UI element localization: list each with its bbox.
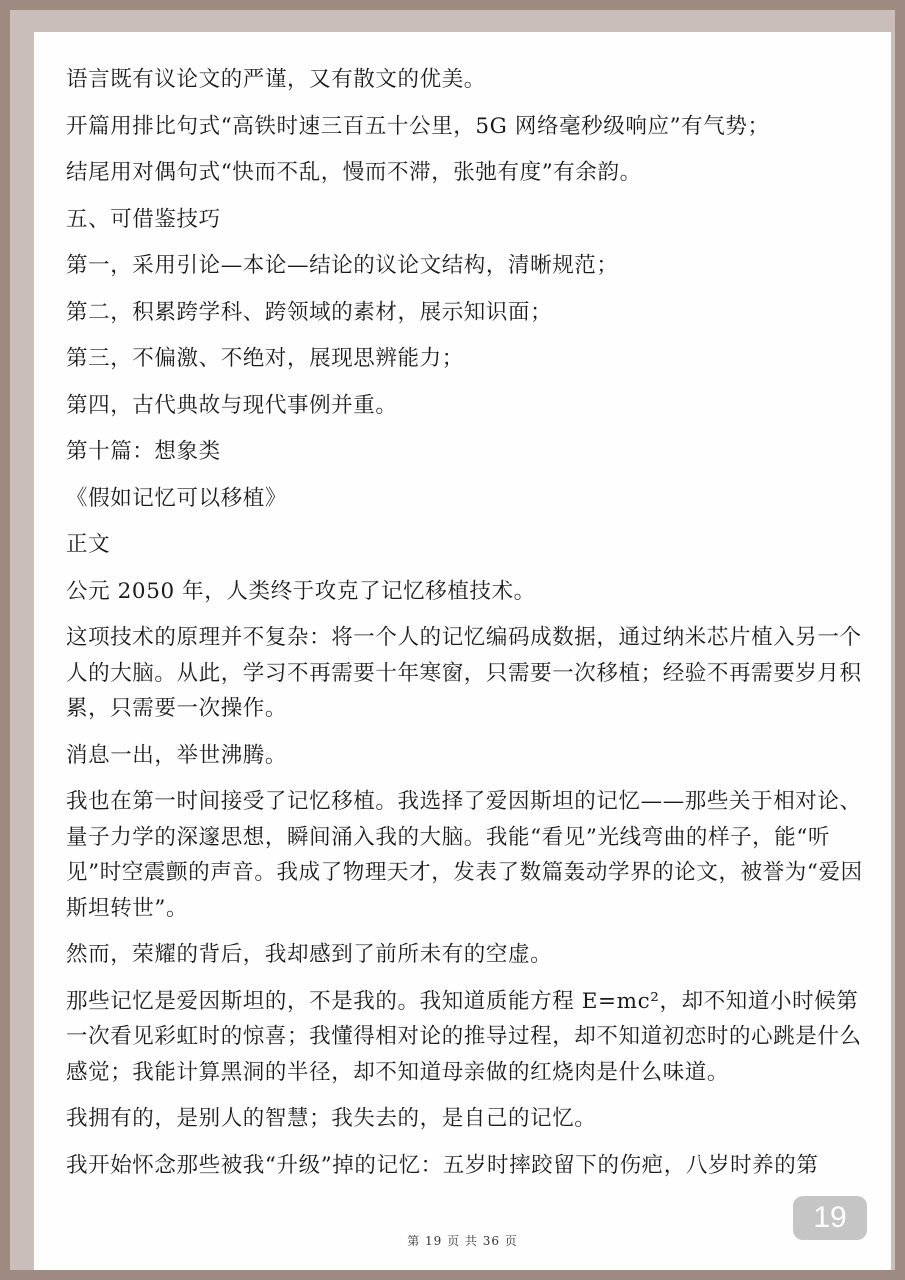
paragraph: 然而，荣耀的背后，我却感到了前所未有的空虚。 bbox=[66, 942, 553, 967]
document-page bbox=[34, 32, 891, 1270]
paragraph: 第一，采用引论—本论—结论的议论文结构，清晰规范； bbox=[66, 253, 619, 278]
page-footer: 第 19 页 共 36 页 bbox=[407, 1234, 518, 1248]
section-label: 正文 bbox=[66, 532, 111, 557]
section-heading: 五、可借鉴技巧 bbox=[66, 206, 221, 232]
essay-title: 《假如记忆可以移植》 bbox=[66, 485, 288, 511]
page-number-badge: 19 bbox=[793, 1196, 867, 1240]
paragraph: 语言既有议论文的严谨，又有散文的优美。 bbox=[66, 67, 486, 92]
chapter-heading: 第十篇：想象类 bbox=[66, 439, 221, 464]
paragraph: 第四，古代典故与现代事例并重。 bbox=[66, 392, 398, 418]
document-body bbox=[66, 62, 866, 1194]
page-frame bbox=[10, 10, 895, 1270]
paragraph: 那些记忆是爱因斯坦的，不是我的。我知道质能方程 E=mc²，却不知道小时候第一次看见彩虹时的惊喜；我懂得相对论的推导过程，却不知道初恋时的心跳是什么感觉；我能计算黑洞的半径，却不知道母亲做的红烧肉是什么味道。 bbox=[66, 988, 862, 1085]
paragraph: 我拥有的，是别人的智慧；我失去的，是自己的记忆。 bbox=[66, 1106, 597, 1131]
paragraph: 我开始怀念那些被我“升级”掉的记忆：五岁时摔跤留下的伤疤，八岁时养的第 bbox=[66, 1152, 819, 1178]
paragraph: 结尾用对偶句式“快而不乱，慢而不滞，张弛有度”有余韵。 bbox=[66, 160, 642, 185]
paragraph: 我也在第一时间接受了记忆移植。我选择了爱因斯坦的记忆——那些关于相对论、量子力学的深邃思想，瞬间涌入我的大脑。我能“看见”光线弯曲的样子，能“听见”时空震颤的声音。我成了物理天才，发表了数篇轰动学界的论文，被誉为“爱因斯坦转世”。 bbox=[66, 789, 863, 921]
paragraph: 消息一出，举世沸腾。 bbox=[66, 742, 288, 768]
paragraph: 这项技术的原理并不复杂：将一个人的记忆编码成数据，通过纳米芯片植入另一个人的大脑。从此，学习不再需要十年寒窗，只需要一次移植；经验不再需要岁月积累，只需要一次操作。 bbox=[66, 625, 862, 721]
paragraph: 第二，积累跨学科、跨领域的素材，展示知识面； bbox=[66, 299, 553, 325]
paragraph: 开篇用排比句式“高铁时速三百五十公里，5G 网络毫秒级响应”有气势； bbox=[66, 113, 770, 139]
paragraph: 公元 2050 年，人类终于攻克了记忆移植技术。 bbox=[66, 578, 536, 604]
paragraph: 第三，不偏激、不绝对，展现思辨能力； bbox=[66, 346, 464, 371]
